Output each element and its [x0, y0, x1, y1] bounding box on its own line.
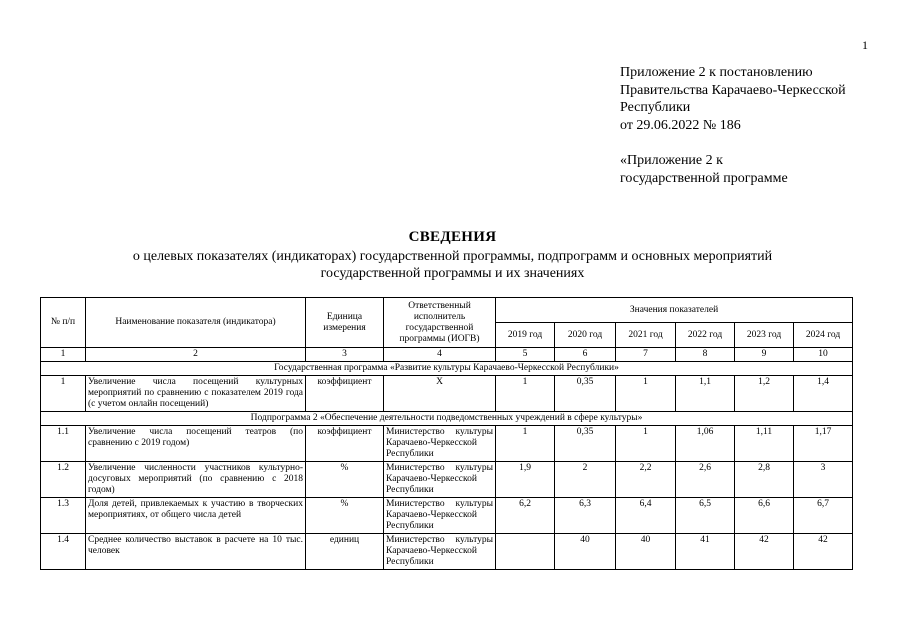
- column-number: 3: [306, 348, 384, 362]
- column-number: 10: [794, 348, 853, 362]
- row-value: 2,8: [735, 462, 794, 498]
- header-year: 2024 год: [794, 323, 853, 348]
- row-value: 1: [496, 426, 555, 462]
- row-num: 1.2: [41, 462, 86, 498]
- header-year: 2022 год: [676, 323, 735, 348]
- row-value: 6,3: [555, 498, 616, 534]
- table-row: [41, 462, 853, 498]
- appendix-line: Республики: [620, 100, 691, 115]
- header-unit: Единица измерения: [306, 298, 384, 348]
- row-value: 6,2: [496, 498, 555, 534]
- page-number: 1: [862, 38, 868, 52]
- appendix-program-line: государственной программе: [620, 170, 788, 186]
- header-year: 2020 год: [555, 323, 616, 348]
- header-executor: Ответственный исполнитель государственной программы (ИОГВ): [384, 298, 496, 348]
- section-row: [41, 412, 853, 426]
- row-value: 1,9: [496, 462, 555, 498]
- appendix-line: Правительства Карачаево-Черкесской: [620, 82, 846, 98]
- table-row: [41, 534, 853, 570]
- column-number: 2: [86, 348, 306, 362]
- appendix-program-line: «Приложение 2 к: [620, 153, 723, 168]
- column-number: 6: [555, 348, 616, 362]
- row-value: 0,35: [555, 426, 616, 462]
- row-unit: единиц: [306, 534, 384, 570]
- row-unit: %: [306, 462, 384, 498]
- appendix-program-block: [620, 152, 788, 187]
- row-num: 1.1: [41, 426, 86, 462]
- document-subtitle: [95, 248, 810, 282]
- table-row: [41, 376, 853, 412]
- row-value: 1,4: [794, 376, 853, 412]
- header-year: 2019 год: [496, 323, 555, 348]
- row-value: 1: [496, 376, 555, 412]
- row-executor: Министерство культуры Карачаево-Черкесской Республики: [384, 498, 496, 534]
- section-row: [41, 362, 853, 376]
- appendix-line: Приложение 2 к постановлению: [620, 65, 813, 80]
- column-number: 8: [676, 348, 735, 362]
- column-number: 9: [735, 348, 794, 362]
- appendix-block: [620, 64, 846, 134]
- row-value: 1,11: [735, 426, 794, 462]
- header-values-group: Значения показателей: [496, 298, 853, 323]
- row-name: Доля детей, привлекаемых к участию в творческих мероприятиях, от общего числа детей: [86, 498, 306, 534]
- row-name: Увеличение числа посещений культурных мероприятий по сравнению с показателем 2019 года (с учетом онлайн посещений): [86, 376, 306, 412]
- header-name: Наименование показателя (индикатора): [86, 298, 306, 348]
- row-name: Увеличение численности участников культурно-досуговых мероприятий (по сравнению с 2018 годом): [86, 462, 306, 498]
- row-value: 2: [555, 462, 616, 498]
- row-value: 6,6: [735, 498, 794, 534]
- header-num: № п/п: [41, 298, 86, 348]
- header-year: 2023 год: [735, 323, 794, 348]
- column-number: 4: [384, 348, 496, 362]
- row-value: 2,2: [616, 462, 676, 498]
- subtitle-line: о целевых показателях (индикаторах) государственной программы, подпрограмм и основных мероприятий: [132, 249, 773, 264]
- row-num: 1.3: [41, 498, 86, 534]
- row-value: 0,35: [555, 376, 616, 412]
- row-unit: коэффициент: [306, 376, 384, 412]
- table-row: [41, 426, 853, 462]
- appendix-line: от 29.06.2022 № 186: [620, 117, 741, 133]
- column-number: 1: [41, 348, 86, 362]
- row-unit: %: [306, 498, 384, 534]
- row-value: 42: [794, 534, 853, 570]
- indicators-table: [40, 297, 853, 570]
- row-value: 1,1: [676, 376, 735, 412]
- row-value: 40: [616, 534, 676, 570]
- row-value: [496, 534, 555, 570]
- row-value: 1,17: [794, 426, 853, 462]
- row-executor: Х: [384, 376, 496, 412]
- document-title: СВЕДЕНИЯ: [408, 229, 497, 245]
- column-number: 7: [616, 348, 676, 362]
- row-value: 40: [555, 534, 616, 570]
- row-value: 2,6: [676, 462, 735, 498]
- row-value: 1,06: [676, 426, 735, 462]
- subtitle-line: государственной программы и их значениях: [320, 266, 585, 281]
- row-value: 6,4: [616, 498, 676, 534]
- row-value: 6,7: [794, 498, 853, 534]
- row-value: 6,5: [676, 498, 735, 534]
- row-executor: Министерство культуры Карачаево-Черкесской Республики: [384, 462, 496, 498]
- row-unit: коэффициент: [306, 426, 384, 462]
- header-year: 2021 год: [616, 323, 676, 348]
- section-title-subprogram: Подпрограмма 2 «Обеспечение деятельности подведомственных учреждений в сфере культуры»: [41, 412, 853, 426]
- column-number: 5: [496, 348, 555, 362]
- row-name: Увеличение числа посещений театров (по сравнению с 2019 годом): [86, 426, 306, 462]
- row-executor: Министерство культуры Карачаево-Черкесской Республики: [384, 534, 496, 570]
- row-value: 3: [794, 462, 853, 498]
- row-executor: Министерство культуры Карачаево-Черкесской Республики: [384, 426, 496, 462]
- row-value: 41: [676, 534, 735, 570]
- row-value: 42: [735, 534, 794, 570]
- row-num: 1.4: [41, 534, 86, 570]
- row-value: 1: [616, 376, 676, 412]
- table-row: [41, 498, 853, 534]
- column-number-row: [41, 348, 853, 362]
- row-name: Среднее количество выставок в расчете на 10 тыс. человек: [86, 534, 306, 570]
- row-value: 1: [616, 426, 676, 462]
- section-title-program: Государственная программа «Развитие культуры Карачаево-Черкесской Республики»: [41, 362, 853, 376]
- row-num: 1: [41, 376, 86, 412]
- row-value: 1,2: [735, 376, 794, 412]
